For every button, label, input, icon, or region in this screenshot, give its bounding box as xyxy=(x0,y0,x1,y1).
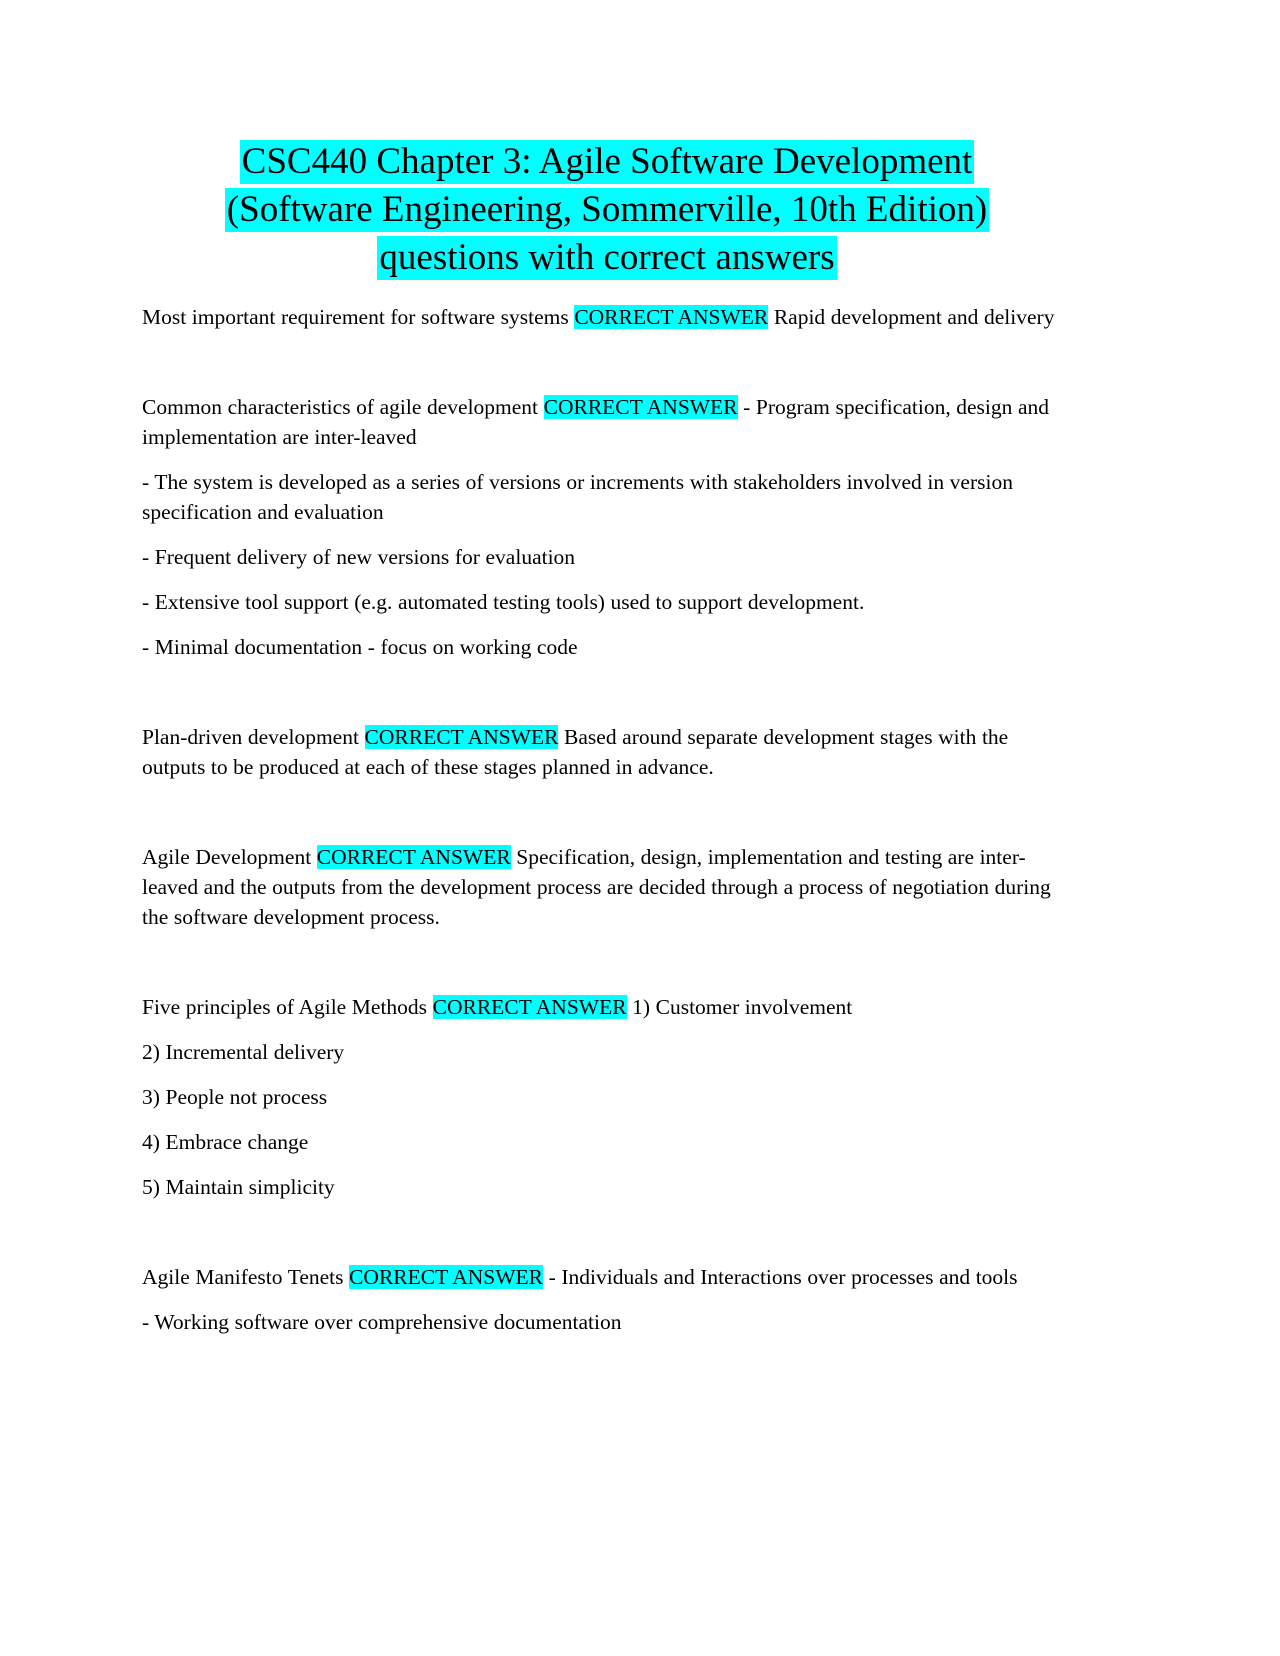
answer-text: 1) Customer involvement xyxy=(626,995,853,1019)
document-body xyxy=(142,302,1072,1337)
answer-text: - Program specification, design and implementation are inter-leaved xyxy=(142,395,1050,449)
question-text: Agile Manifesto Tenets xyxy=(142,1265,350,1289)
correct-answer-marker: CORRECT ANSWER xyxy=(364,725,559,749)
answer-bullet: - Extensive tool support (e.g. automated testing tools) used to support development. xyxy=(142,590,865,614)
qa-entry-prompt xyxy=(142,842,1072,932)
qa-entry-prompt xyxy=(142,1262,1072,1292)
qa-entry-prompt xyxy=(142,392,1072,452)
answer-bullet: 2) Incremental delivery xyxy=(142,1040,345,1064)
correct-answer-marker: CORRECT ANSWER xyxy=(543,395,738,419)
answer-bullet: 5) Maintain simplicity xyxy=(142,1175,335,1199)
answer-text: - Individuals and Interactions over processes and tools xyxy=(543,1265,1018,1289)
answer-text: Specification, design, implementation and testing are inter-leaved and the outputs from the development process are decided through a process of negotiation during the software development process. xyxy=(142,845,1051,929)
question-text: Plan-driven development xyxy=(142,725,365,749)
correct-answer-marker: CORRECT ANSWER xyxy=(349,1265,544,1289)
page-title-line-2: (Software Engineering, Sommerville, 10th Edition) xyxy=(226,189,988,230)
page-title-line-1: CSC440 Chapter 3: Agile Software Development xyxy=(241,141,973,182)
question-text: Agile Development xyxy=(142,845,317,869)
question-text: Five principles of Agile Methods xyxy=(142,995,433,1019)
answer-bullet: 4) Embrace change xyxy=(142,1130,309,1154)
answer-text: Based around separate development stages with the outputs to be produced at each of these stages planned in advance. xyxy=(142,725,1009,779)
question-text: Most important requirement for software systems xyxy=(142,305,575,329)
answer-bullet: - Minimal documentation - focus on working code xyxy=(142,635,578,659)
answer-bullet: - The system is developed as a series of versions or increments with stakeholders involved in version specification and evaluation xyxy=(142,470,1013,524)
answer-text: Rapid development and delivery xyxy=(768,305,1055,329)
correct-answer-marker: CORRECT ANSWER xyxy=(432,995,627,1019)
qa-entry-prompt xyxy=(142,992,1072,1022)
answer-bullet: - Frequent delivery of new versions for evaluation xyxy=(142,545,576,569)
correct-answer-marker: CORRECT ANSWER xyxy=(316,845,511,869)
answer-bullet: 3) People not process xyxy=(142,1085,328,1109)
page-title-line-3: questions with correct answers xyxy=(379,237,835,278)
correct-answer-marker: CORRECT ANSWER xyxy=(574,305,769,329)
question-text: Common characteristics of agile development xyxy=(142,395,544,419)
answer-bullet: - Working software over comprehensive documentation xyxy=(142,1310,622,1334)
page-title xyxy=(142,138,1072,282)
qa-entry-prompt xyxy=(142,302,1072,332)
qa-entry-prompt xyxy=(142,722,1072,782)
